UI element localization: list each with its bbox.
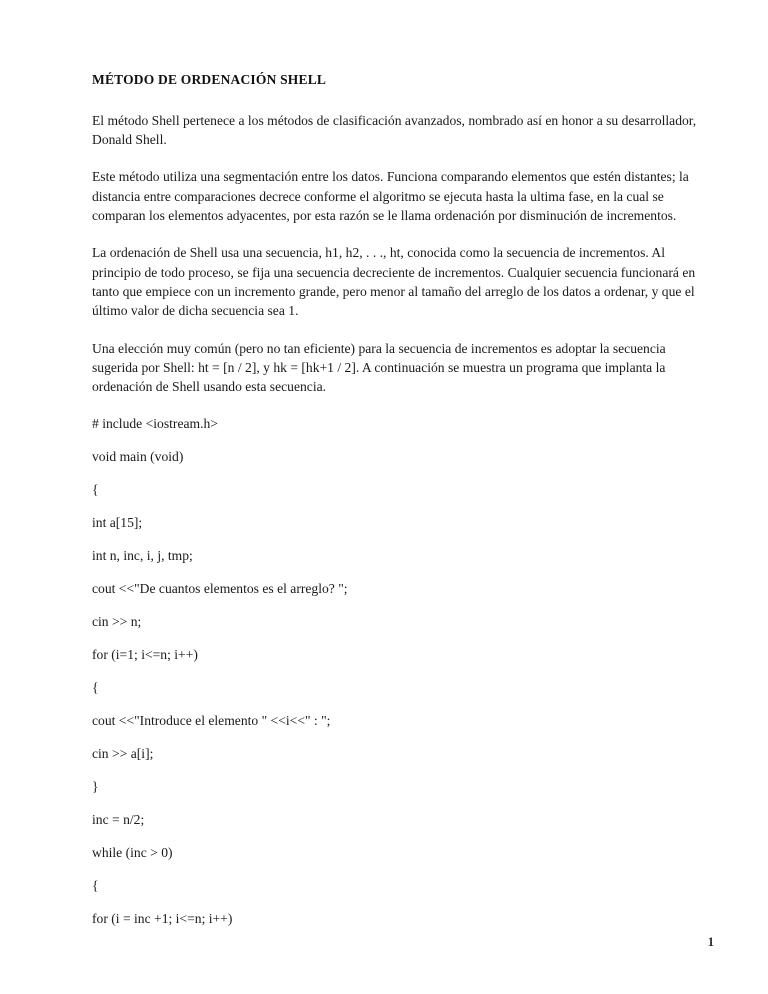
code-line: cin >> a[i]; [92, 746, 154, 762]
code-line: cout <<"Introduce el elemento " <<i<<" : "; [92, 713, 331, 729]
code-listing [92, 414, 706, 928]
paragraph-sequence: La ordenación de Shell usa una secuencia, h1, h2, . . ., ht, conocida como la secuencia de incrementos. Al principio de todo proceso, se fija una secuencia decreciente de incrementos. Cualquier secuencia funcionará en tanto que empiece con un incremento grande, pero menor al tamaño del arreglo de los datos a ordenar, y que el último valor de dicha secuencia sea 1. [92, 245, 696, 319]
code-line: cout <<"De cuantos elementos es el arreglo? "; [92, 581, 348, 597]
code-line: while (inc > 0) [92, 845, 173, 861]
code-line: { [92, 482, 99, 498]
code-line: for (i = inc +1; i<=n; i++) [92, 911, 233, 927]
page-number: 1 [707, 935, 714, 949]
code-line: # include <iostream.h> [92, 416, 218, 432]
code-line: { [92, 680, 99, 696]
code-line: for (i=1; i<=n; i++) [92, 647, 198, 663]
code-line: cin >> n; [92, 614, 142, 630]
paragraph-segmentation: Este método utiliza una segmentación entre los datos. Funciona comparando elementos que estén distantes; la distancia entre comparaciones decrece conforme el algoritmo se ejecuta hasta la ultima fase, en la cual se comparan los elementos adyacentes, por esta razón se le llama ordenación por disminución de incrementos. [92, 169, 689, 224]
code-line: { [92, 878, 99, 894]
code-line: void main (void) [92, 449, 184, 465]
paragraph-intro: El método Shell pertenece a los métodos de clasificación avanzados, nombrado así en honor a su desarrollador, Donald Shell. [92, 112, 697, 148]
code-line: inc = n/2; [92, 812, 145, 828]
code-line: int a[15]; [92, 515, 143, 531]
code-line: int n, inc, i, j, tmp; [92, 548, 193, 564]
document-body [92, 72, 706, 942]
page-title: MÉTODO DE ORDENACIÓN SHELL [92, 72, 327, 87]
code-line: } [92, 779, 99, 795]
paragraph-shell-sequence: Una elección muy común (pero no tan eficiente) para la secuencia de incrementos es adoptar la secuencia sugerida por Shell: ht = [n / 2], y hk = [hk+1 / 2]. A continuación se muestra un programa que implanta la ordenación de Shell usando esta secuencia. [92, 340, 666, 395]
